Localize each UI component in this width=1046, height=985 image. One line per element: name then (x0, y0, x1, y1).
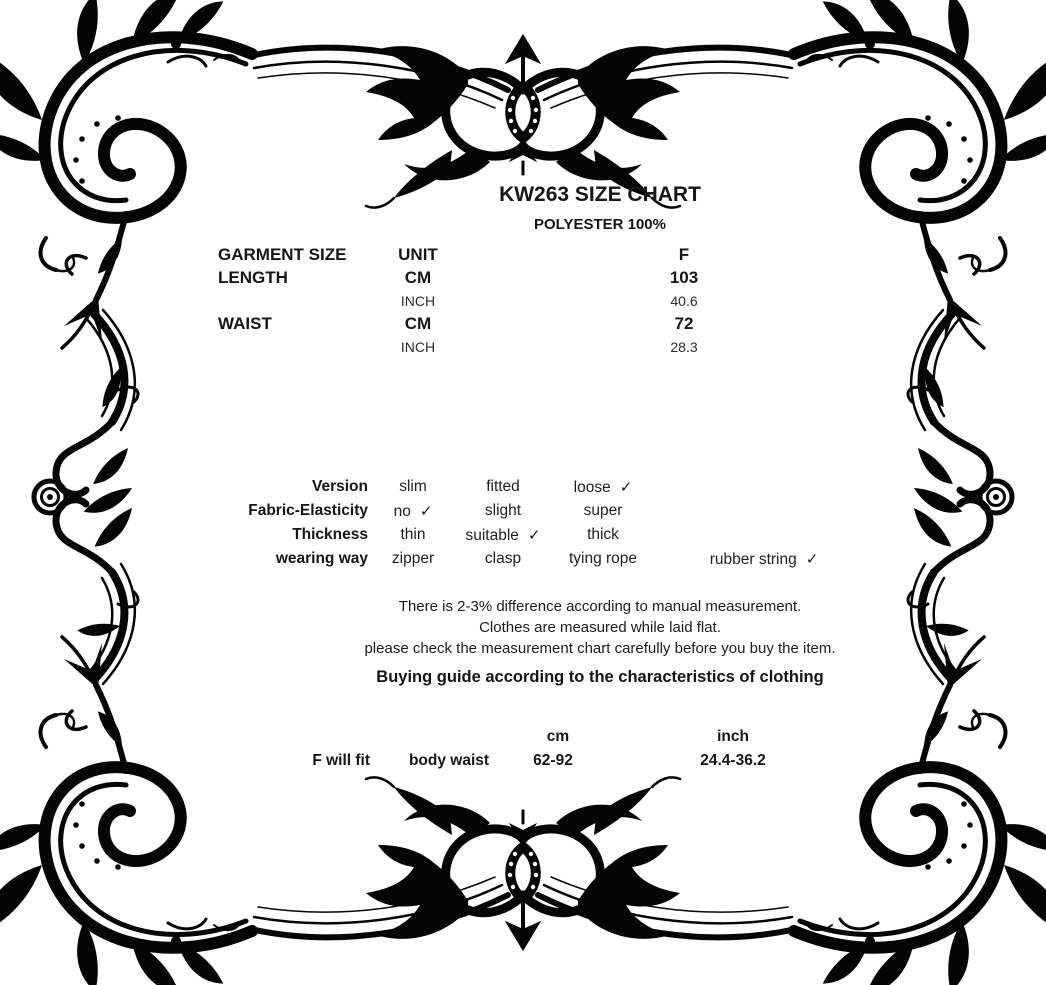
size-table-header (218, 243, 890, 266)
fit-size-label: F will fit (312, 752, 370, 769)
size-row-waist-cm (218, 312, 890, 335)
attr-option: fitted (486, 478, 520, 495)
attr-row-wearing-way (220, 547, 870, 571)
size-row-length-cm (218, 266, 890, 289)
attributes-table (220, 475, 870, 571)
fit-inch-range: 24.4-36.2 (700, 752, 766, 769)
size-f-header: F (678, 244, 690, 264)
unit-header: UNIT (398, 244, 438, 264)
checkmark-icon: ✓ (419, 502, 433, 520)
fabric-subtitle: POLYESTER 100% (533, 216, 666, 233)
checkmark-icon: ✓ (619, 478, 633, 496)
attr-label: Fabric-Elasticity (248, 502, 368, 519)
attr-label: Version (312, 478, 368, 495)
note-line: Clothes are measured while laid flat. (479, 619, 721, 636)
measure-label: LENGTH (218, 267, 288, 287)
size-table (218, 243, 890, 358)
garment-size-header: GARMENT SIZE (218, 244, 347, 264)
attr-row-thickness (220, 523, 870, 547)
checkmark-icon: ✓ (527, 526, 541, 544)
buying-guide-title: Buying guide according to the characteristics of clothing (376, 668, 824, 686)
size-row-length-inch (218, 289, 890, 312)
page-title: KW263 SIZE CHART (499, 183, 701, 206)
note-line: There is 2-3% difference according to manual measurement. (398, 598, 802, 615)
attr-option-selected: no ✓ (393, 502, 433, 520)
size-row-waist-inch (218, 335, 890, 358)
unit-cell: INCH (400, 292, 436, 309)
attr-option: thick (587, 526, 619, 543)
value-cell: 103 (669, 267, 699, 287)
fit-body-part: body waist (408, 752, 490, 769)
attr-option: thin (400, 526, 426, 543)
attr-label: wearing way (275, 550, 368, 567)
attr-option: slight (484, 502, 522, 519)
value-cell: 72 (674, 313, 694, 333)
unit-cell: INCH (400, 338, 436, 355)
measurement-notes (200, 596, 1000, 659)
attr-option: slim (399, 478, 427, 495)
note-line: please check the measurement chart carefully before you buy the item. (364, 640, 836, 657)
unit-cell: CM (404, 267, 432, 287)
attr-option-selected: suitable ✓ (465, 526, 541, 544)
fit-header-inch: inch (717, 728, 749, 745)
attr-option: zipper (391, 550, 435, 567)
fit-header-cm: cm (546, 728, 570, 745)
attr-option: clasp (484, 550, 522, 567)
attr-row-fabric-elasticity (220, 499, 870, 523)
attr-option-selected: rubber string ✓ (709, 550, 819, 568)
value-cell: 40.6 (670, 292, 698, 309)
attr-option: super (583, 502, 623, 519)
attr-option-selected: loose ✓ (573, 478, 633, 496)
fit-cm-range: 62-92 (533, 752, 573, 769)
measure-label: WAIST (218, 313, 272, 333)
attr-label: Thickness (292, 526, 368, 543)
unit-cell: CM (404, 313, 432, 333)
attr-option: tying rope (568, 550, 638, 567)
attr-row-version (220, 475, 870, 499)
checkmark-icon: ✓ (805, 550, 819, 568)
value-cell: 28.3 (670, 338, 698, 355)
